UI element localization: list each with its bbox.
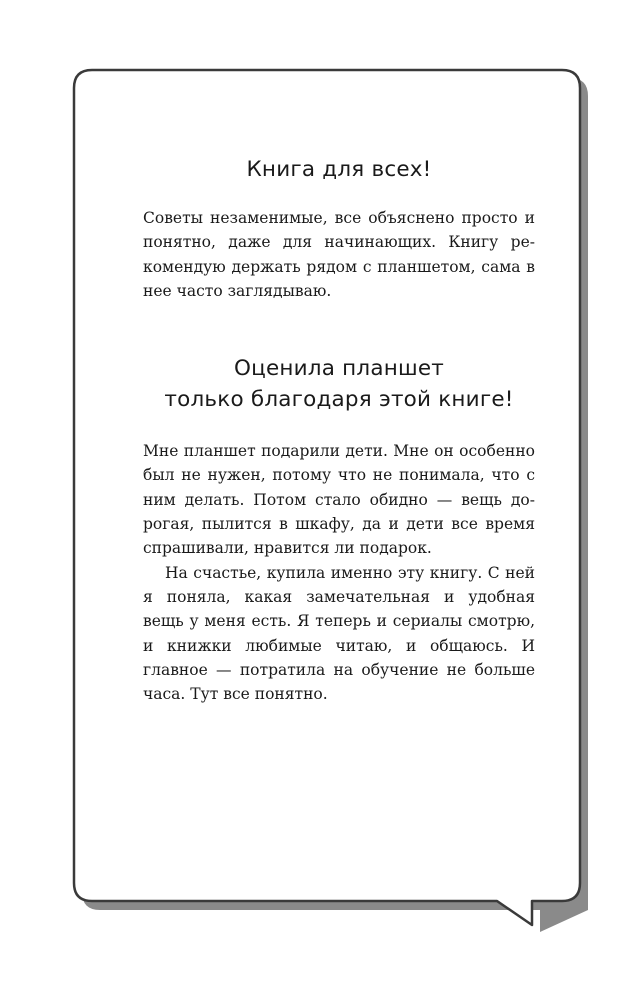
review-2-title (143, 353, 535, 415)
review-2-title-line-1: Оценила планшет (233, 356, 445, 382)
reviews-content (143, 150, 535, 706)
review-2-title-line-2: только благодаря этой книге! (164, 387, 514, 413)
review-1-paragraph: Советы незаменимые, все объяснено просто и понятно, даже для начинающих. Книгу рекомендую держать рядом с планшетом, сама в нее часто заглядываю. (143, 209, 535, 300)
review-2-paragraph-1: Мне планшет подарили дети. Мне он особенно был не нужен, потому что не понимала, что с ним делать. Потом стало обидно — вещь дорогая, пылится в шкафу, да и дети все время спрашивали, нравится ли подарок. (143, 442, 535, 558)
review-1-title: Книга для всех! (246, 157, 432, 182)
review-2-paragraph-2: На счастье, купила именно эту книгу. С ней я поняла, какая замечательная и удобная вещь у меня есть. Я теперь и сериалы смотрю, и книжки любимые читаю, и общаюсь. И главное — потратила на обучение не больше часа. Тут все понятно. (143, 563, 535, 704)
